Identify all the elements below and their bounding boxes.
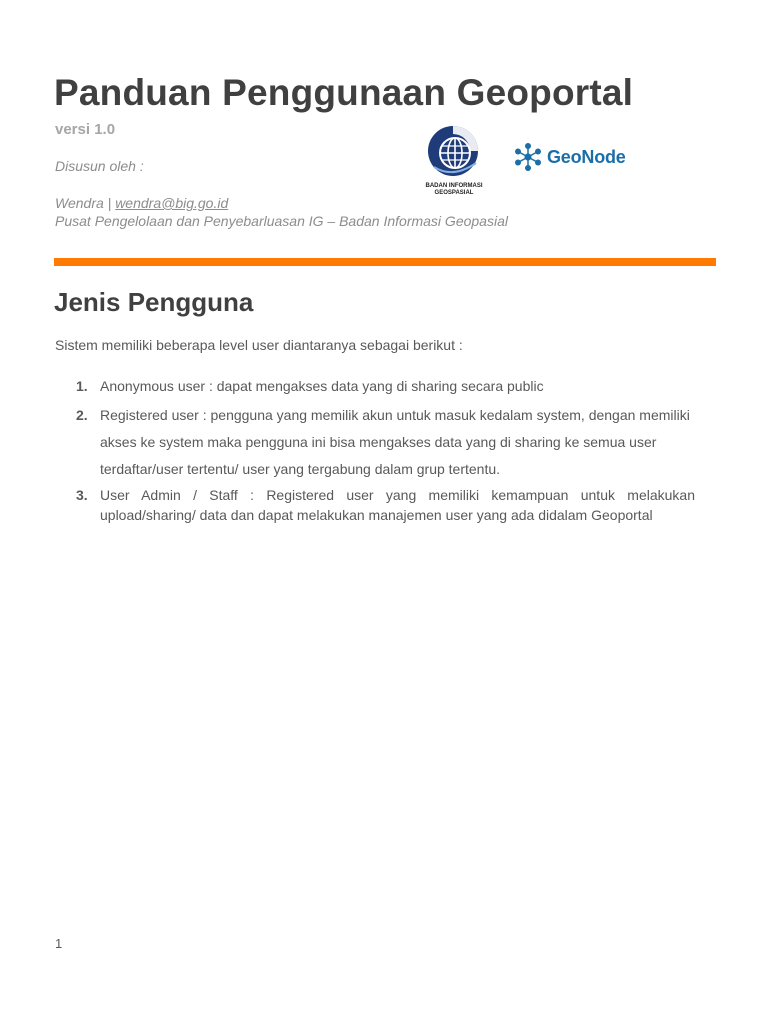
organization-label: Pusat Pengelolaan dan Penyebarluasan IG – Badan Informasi Geopasial bbox=[55, 213, 508, 229]
author-line bbox=[55, 195, 228, 211]
list-item-number: 1. bbox=[76, 378, 88, 394]
user-level-list bbox=[55, 376, 695, 525]
big-logo-line1: BADAN INFORMASI bbox=[425, 183, 483, 189]
list-item-text: Registered user : pengguna yang memilik akun untuk masuk kedalam system, dengan memiliki akses ke system maka pengguna ini bisa mengakses data yang di sharing ke semua user terdaftar/user tertentu/ user yang tergabung dalam grup tertentu. bbox=[100, 407, 690, 477]
author-label: Disusun oleh : bbox=[55, 158, 144, 174]
big-logo bbox=[418, 123, 490, 203]
big-logo-line2: GEOSPASIAL bbox=[434, 190, 474, 196]
author-email-link[interactable]: wendra@big.go.id bbox=[115, 195, 229, 211]
section-heading: Jenis Pengguna bbox=[54, 287, 254, 317]
globe-icon bbox=[418, 123, 490, 183]
list-item-number: 3. bbox=[76, 487, 88, 503]
geonode-logo-text: GeoNode bbox=[547, 146, 626, 167]
list-item-text: Anonymous user : dapat mengakses data yang di sharing secara public bbox=[100, 378, 544, 394]
orange-divider bbox=[54, 258, 716, 266]
list-item-number: 2. bbox=[76, 407, 88, 423]
version-label: versi 1.0 bbox=[55, 121, 116, 138]
geonode-logo bbox=[513, 140, 626, 174]
section-intro: Sistem memiliki beberapa level user diantaranya sebagai berikut : bbox=[55, 337, 463, 353]
list-item bbox=[55, 485, 695, 525]
list-item bbox=[55, 376, 695, 396]
list-item-text: User Admin / Staff : Registered user yang memiliki kemampuan untuk melakukan upload/sharing/ data dan dapat melakukan manajemen user yang ada didalam Geoportal bbox=[100, 487, 695, 523]
page-number: 1 bbox=[55, 936, 63, 951]
document-title: Panduan Penggunaan Geoportal bbox=[54, 72, 634, 113]
list-item bbox=[55, 402, 695, 483]
author-name: Wendra | bbox=[55, 195, 112, 211]
geonode-network-icon bbox=[513, 142, 543, 172]
